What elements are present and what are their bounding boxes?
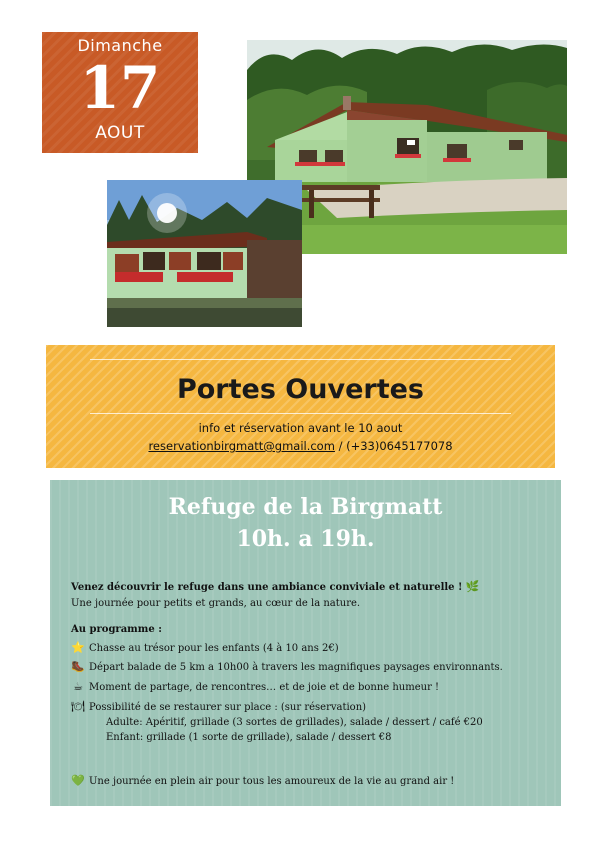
event-title bbox=[50, 491, 561, 555]
intro-bold-text: Venez découvrir le refuge dans une ambiance conviviale et naturelle ! bbox=[71, 582, 463, 593]
intro-line bbox=[71, 580, 549, 595]
event-details-panel bbox=[50, 480, 561, 806]
contact-line bbox=[46, 439, 555, 453]
programme-item bbox=[71, 680, 549, 695]
menu-adult: Adulte: Apéritif, grillade (3 sortes de grillades), salade / dessert / café €20 bbox=[106, 717, 483, 728]
programme-item-text: Moment de partage, de rencontres… et de joie et de bonne humeur ! bbox=[89, 682, 440, 693]
date-day-name: Dimanche bbox=[77, 36, 163, 55]
programme-heading-text: Au programme : bbox=[71, 624, 162, 635]
hiking-boot-icon: 🥾 bbox=[71, 660, 85, 673]
programme-item bbox=[71, 660, 549, 675]
banner-divider bbox=[90, 359, 511, 360]
phone-number: / (+33)0645177078 bbox=[334, 439, 453, 453]
date-badge bbox=[42, 32, 198, 153]
refuge-facade-photo bbox=[107, 180, 302, 327]
leaf-icon: 🌿 bbox=[465, 580, 480, 593]
event-title-name: Refuge de la Birgmatt bbox=[168, 494, 443, 520]
programme-item-text: Départ balade de 5 km a 10h00 à travers les magnifiques paysages environnants. bbox=[89, 662, 503, 673]
banner-title: Portes Ouvertes bbox=[176, 374, 425, 405]
menu-child: Enfant: grillade (1 sorte de grillade), salade / dessert €8 bbox=[106, 732, 392, 743]
plate-icon: 🍽 bbox=[71, 700, 85, 713]
programme-item bbox=[71, 641, 549, 656]
closing-line bbox=[71, 774, 549, 789]
coffee-icon: ☕ bbox=[73, 680, 83, 693]
event-hours: 10h. a 19h. bbox=[236, 526, 375, 552]
programme-item bbox=[71, 700, 549, 715]
date-month: AOUT bbox=[95, 123, 145, 143]
open-doors-banner bbox=[46, 345, 555, 468]
reservation-info: info et réservation avant le 10 aout bbox=[198, 421, 403, 435]
programme-item-text: Possibilité de se restaurer sur place : (sur réservation) bbox=[89, 702, 367, 713]
closing-text: Une journée en plein air pour tous les amoureux de la vie au grand air ! bbox=[89, 776, 455, 787]
star-icon: ⭐ bbox=[71, 641, 85, 654]
programme-heading bbox=[71, 623, 549, 637]
green-heart-icon: 💚 bbox=[71, 774, 85, 787]
programme-item-text: Chasse au trésor pour les enfants (4 à 10 ans 2€) bbox=[89, 643, 339, 654]
date-day-number: 17 bbox=[79, 54, 161, 122]
intro-subline: Une journée pour petits et grands, au cœur de la nature. bbox=[71, 598, 361, 609]
email-link[interactable]: reservationbirgmatt@gmail.com bbox=[148, 439, 335, 453]
banner-divider bbox=[90, 413, 511, 414]
